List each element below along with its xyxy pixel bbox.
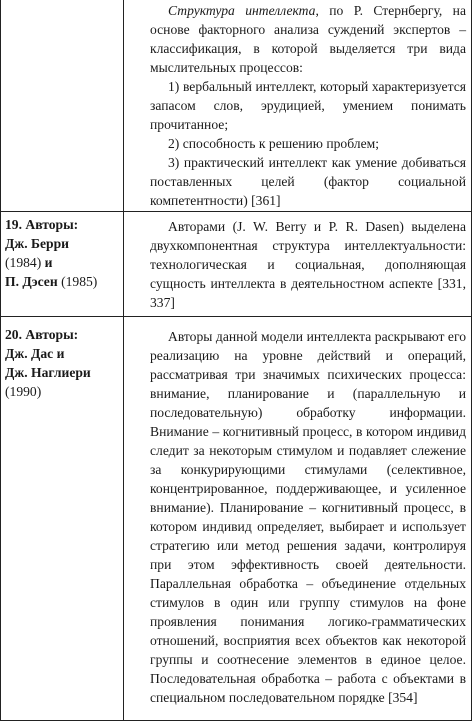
author-berry: Дж. Берри [5, 236, 69, 251]
row3-number-label: 20. Авторы: [5, 327, 79, 342]
list-item-1: 1) вербальный интеллект, который характеризуется запасом слов, эрудицией, умением понимать прочитанное; [150, 79, 466, 132]
das-naglieri-text: Авторы данной модели интеллекта раскрывают его реализацию на уровне действий и операций, рассматривая три значимых психических процесса: внимание, планирование и (параллельную и последовательную) обработку информации. Внимание – когнитивный процесс, в котором индивид следит за некоторым стимулом и подавляет слежение за конкурирующими стимулами (селективное, концентрированное, поддерживающее, и усиленное внимание). Планирование – когнитивный процесс, в котором индивид определяет, выбирает и использует стратегию или метод решения задачи, контролируя при этом эффективность своей деятельности. Параллельная обработка – объединение отдельных стимулов в один или группу стимулов на фоне проявления понимания логико-грамматических отношений, восприятия всех объектов как некоторой группы и соотнесение элементов в единое целое. Последовательная обработка – работа с объектами в специальном последовательном порядке [354] [150, 329, 466, 705]
table-border-left [0, 0, 1, 721]
sternberg-intro [150, 1, 466, 77]
year-das-naglieri: (1990) [5, 384, 42, 399]
author-conjunction-2: и [56, 346, 65, 361]
row3-description [150, 327, 466, 707]
author-naglieri: Дж. Наглиери [5, 365, 91, 380]
author-das: Дж. Дас [5, 346, 54, 361]
author-dasen: П. Дэсен [5, 274, 58, 289]
row3-authors [5, 325, 117, 401]
row2-description [150, 217, 466, 312]
year-dasen: (1985) [61, 274, 98, 289]
row2-authors [5, 215, 117, 291]
year-berry: (1984) [5, 255, 42, 270]
table-column-divider [123, 0, 124, 721]
list-item-2: 2) способность к решению проблем; [168, 136, 379, 151]
berry-dasen-text: Авторами (J. W. Berry и P. R. Dasen) выделена двухкомпонентная структура интеллектуальности: технологическая и социальная, дополняющая сущность интеллекта в деятельностном аспекте [331, 337] [150, 219, 466, 310]
row-divider-2 [0, 316, 472, 317]
row1-description [150, 1, 466, 210]
row2-number-label: 19. Авторы: [5, 217, 79, 232]
row-divider-1 [0, 211, 472, 212]
intro-rest: , по Р. Стернбергу, на основе факторного анализа суждений экспертов – классификация, в которой выделяется три вида мыслительных процессов: [150, 3, 466, 75]
list-item-3: 3) практический интеллект как умение добиваться поставленных целей (фактор социальной компетентности) [361] [150, 155, 466, 208]
intro-term: Структура интеллекта [168, 3, 316, 18]
author-conjunction: и [44, 255, 53, 270]
